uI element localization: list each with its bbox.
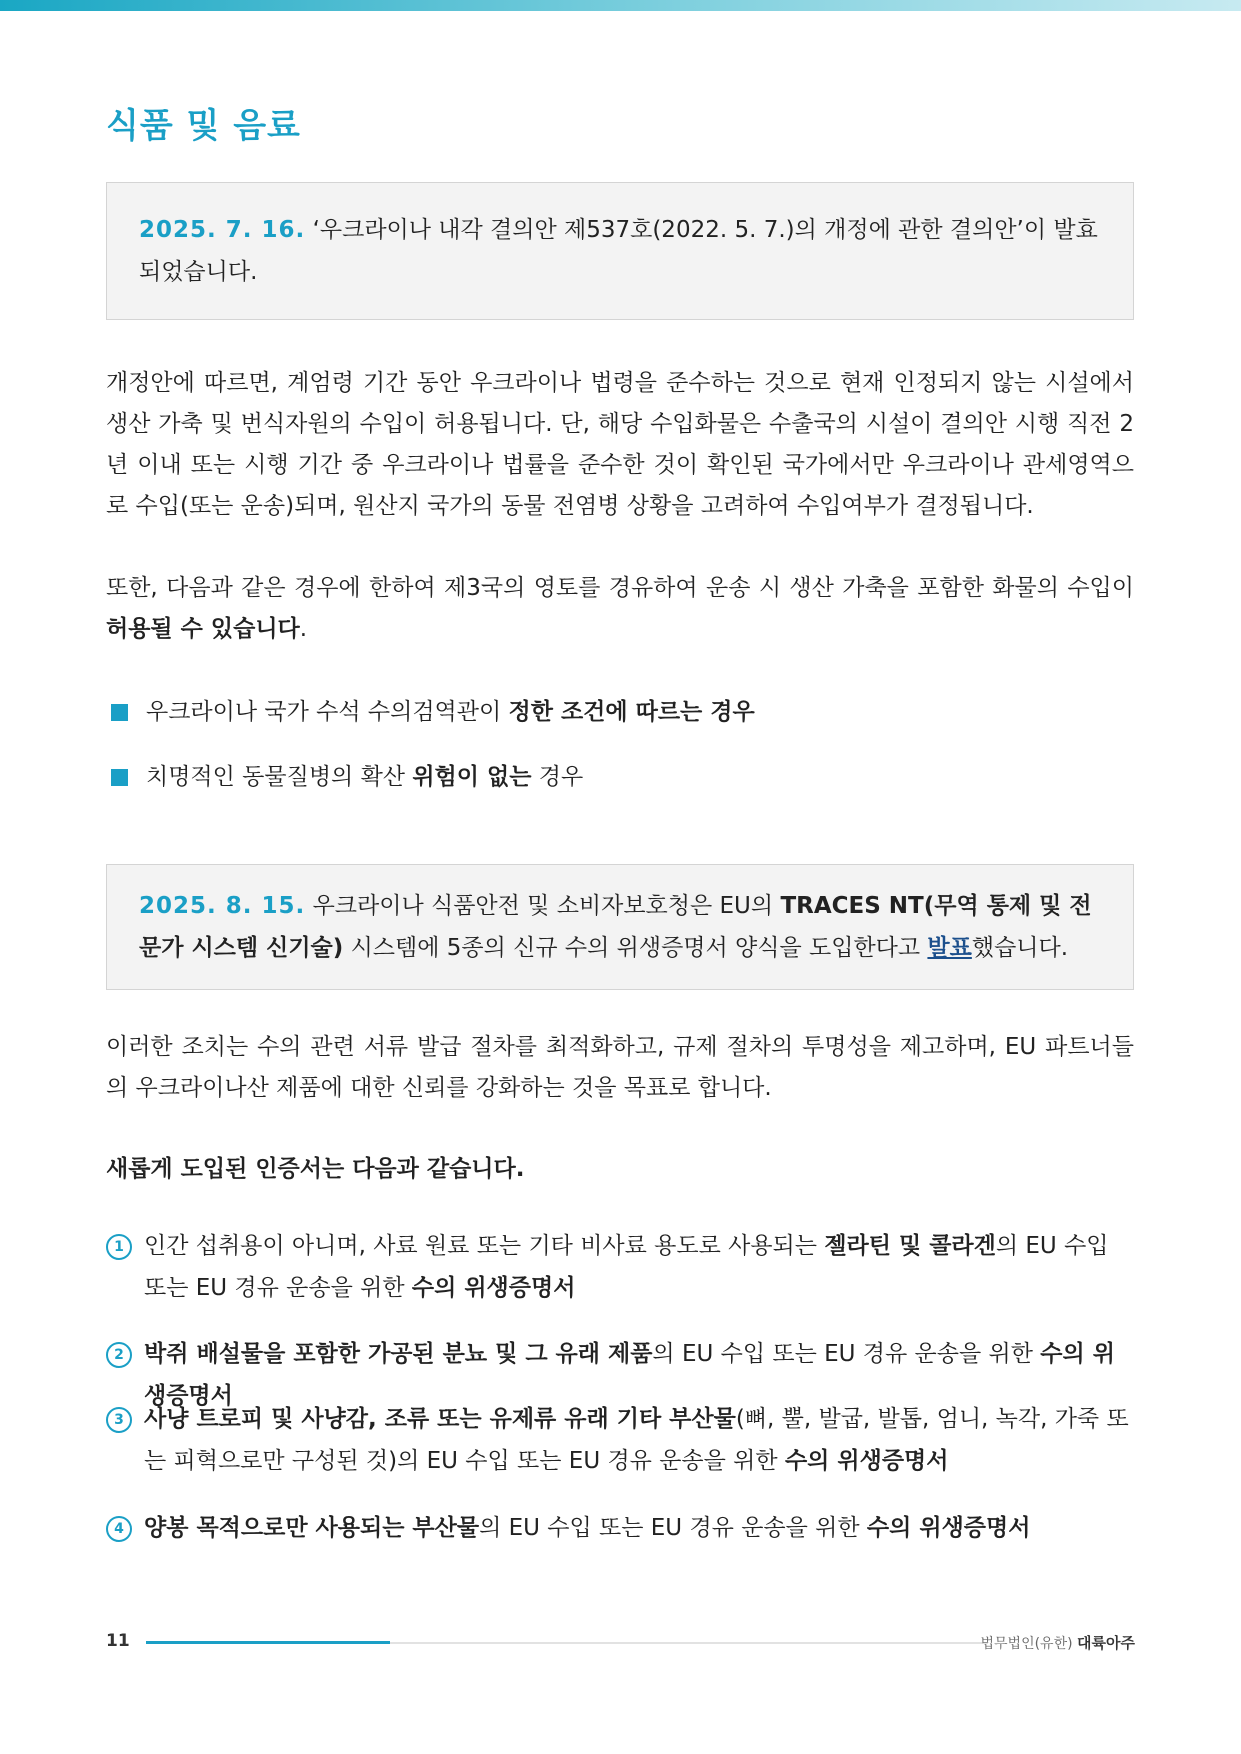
top-accent-bar	[0, 0, 1241, 11]
bullet-text	[146, 757, 583, 797]
paragraph: 개정안에 따르면, 계엄령 기간 동안 우크라이나 법령을 준수하는 것으로 현재 인정되지 않는 시설에서 생산 가축 및 번식자원의 수입이 허용됩니다. 단, 해당 수입화물은 수출국의 시설이 결의안 시행 직전 2년 이내 또는 시행 기간 중 우크라이나 법률을 준수한 것이 확인된 국가에서만 우크라이나 관세영역으로 수입(또는 운송)되며, 원산지 국가의 동물 전염병 상황을 고려하여 수입여부가 결정됩니다.	[106, 370, 1134, 519]
square-bullet-icon	[111, 769, 128, 786]
paragraph-text: 또한, 다음과 같은 경우에 한하여 제3국의 영토를 경유하여 운송 시 생산 가축을 포함한 화물의 수입이	[106, 575, 1134, 601]
notice-date: 2025. 7. 16.	[139, 217, 306, 243]
circled-number-icon: 3	[106, 1407, 132, 1433]
notice-box-1	[106, 182, 1134, 320]
bullet-pre: 우크라이나 국가 수석 수의검역관이	[146, 699, 509, 725]
section-title: 식품 및 음료	[106, 106, 301, 146]
notice-box-2	[106, 864, 1134, 990]
bullet-text	[146, 692, 755, 732]
footer-progress-accent	[146, 1641, 390, 1644]
item-bold: 수의 위생증명서	[411, 1275, 576, 1301]
firm-label: 법무법인(유한)	[980, 1636, 1078, 1652]
paragraph: 이러한 조치는 수의 관련 서류 발급 절차를 최적화하고, 규제 절차의 투명성을 제고하며, EU 파트너들의 우크라이나산 제품에 대한 신뢰를 강화하는 것을 목표로 합니다.	[106, 1034, 1134, 1101]
item-bold: 양봉 목적으로만 사용되는 부산물	[144, 1515, 480, 1541]
notice-text: 했습니다.	[971, 935, 1069, 961]
paragraph	[106, 568, 1134, 650]
bullet-bold: 정한 조건에 따르는 경우	[508, 699, 755, 725]
item-mid: 의 EU 수입 또는 EU 경유 운송을 위한	[652, 1341, 1041, 1367]
notice-bold: TRACES NT(무역 통제 및 전문가 시스템 신기술)	[139, 893, 1092, 961]
notice-text: ‘우크라이나 내각 결의안 제537호(2022. 5. 7.)의 개정에 관한 결의안’이 발효되었습니다.	[139, 217, 1098, 285]
bullet-post: 경우	[531, 764, 584, 790]
footer-firm-name	[981, 1632, 1136, 1653]
item-bold: 젤라틴 및 콜라겐	[824, 1233, 996, 1259]
item-bold: 수의 위생증명서	[144, 1341, 1115, 1409]
item-mid: (뼈, 뿔, 발굽, 발톱, 엄니, 녹각, 가죽 또는 피혁으로만 구성된 것)의 EU 수입 또는 EU 경유 운송을 위한	[144, 1406, 1129, 1474]
square-bullet-icon	[111, 704, 128, 721]
circled-number-icon: 1	[106, 1234, 132, 1260]
item-mid: 의 EU 수입 또는 EU 경유 운송을 위한	[144, 1233, 1109, 1301]
item-bold: 수의 위생증명서	[866, 1515, 1031, 1541]
item-bold: 박쥐 배설물을 포함한 가공된 분뇨 및 그 유래 제품	[144, 1341, 653, 1367]
notice-text: 우크라이나 식품안전 및 소비자보호청은 EU의	[305, 893, 781, 919]
numbered-item-text	[144, 1507, 1134, 1549]
item-pre: 인간 섭취용이 아니며, 사료 원료 또는 기타 비사료 용도로 사용되는	[144, 1233, 825, 1259]
item-bold: 사냥 트로피 및 사냥감, 조류 또는 유제류 유래 기타 부산물	[144, 1406, 736, 1432]
circled-number-icon: 4	[106, 1516, 132, 1542]
sub-heading: 새롭게 도입된 인증서는 다음과 같습니다.	[106, 1156, 525, 1182]
numbered-item-text	[144, 1398, 1134, 1482]
numbered-item-text	[144, 1225, 1134, 1309]
firm-brand: 대륙아주	[1077, 1634, 1135, 1652]
paragraph-bold: 허용될 수 있습니다	[106, 616, 300, 642]
notice-date: 2025. 8. 15.	[139, 893, 306, 919]
paragraph-end: .	[299, 616, 308, 642]
item-bold: 수의 위생증명서	[784, 1448, 949, 1474]
bullet-pre: 치명적인 동물질병의 확산	[146, 764, 413, 790]
item-mid: 의 EU 수입 또는 EU 경유 운송을 위한	[479, 1515, 867, 1541]
notice-text: 시스템에 5종의 신규 수의 위생증명서 양식을 도입한다고	[343, 935, 928, 961]
announcement-link[interactable]: 발표	[927, 935, 972, 961]
page-number: 11	[106, 1631, 130, 1651]
bullet-bold: 위험이 없는	[412, 764, 532, 790]
circled-number-icon: 2	[106, 1342, 132, 1368]
